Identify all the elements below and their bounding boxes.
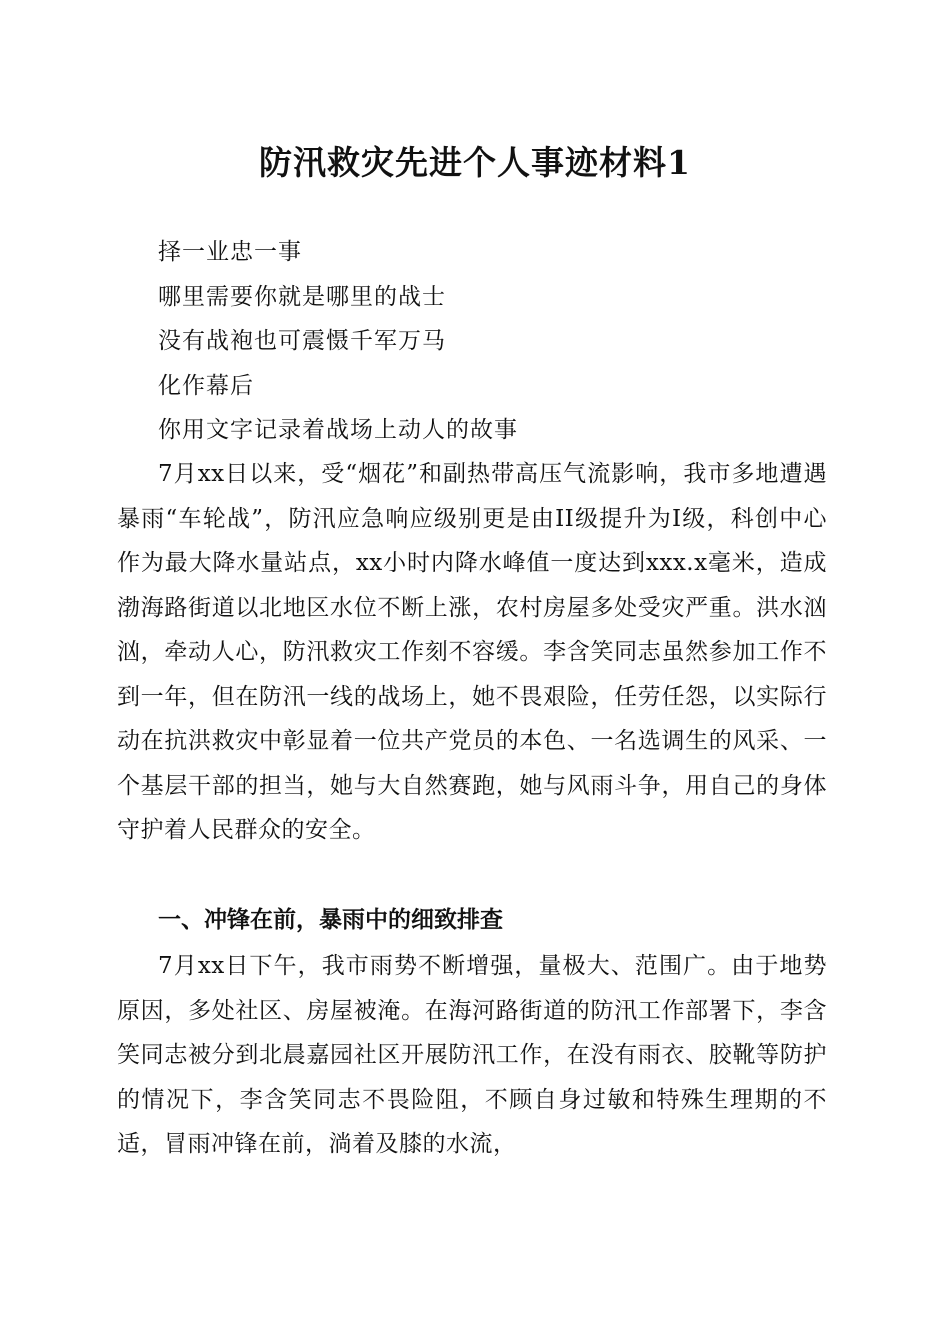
poem-line: 哪里需要你就是哪里的战士 [158,283,446,310]
poem-line: 择一业忠一事 [158,239,302,265]
poem-line: 没有战袍也可震慑千军万马 [158,328,446,354]
poem-line: 化作幕后 [158,372,254,399]
document-title: 防汛救灾先进个人事迹材料1 [259,143,691,182]
body-paragraph-intro: 7月xx日以来，受“烟花”和副热带高压气流影响，我市多地遭遇暴雨“车轮战”，防汛应急响应级别更是由II级提升为I级，科创中心作为最大降水量站点，xx小时内降水峰值一度达到xxx.x毫米，造成渤海路街道以北地区水位不断上涨，农村房屋多处受灾严重。洪水汹汹，牵动人心，防汛救灾工作刻不容缓。李含笑同志虽然参加工作不到一年，但在防汛一线的战场上，她不畏艰险，任劳任怨，以实际行动在抗洪救灾中彰显着一位共产党员的本色、一名选调生的风采、一个基层干部的担当，她与大自然赛跑，她与风雨斗争，用自己的身体守护着人民群众的安全。 [117,461,827,843]
poem-line: 你用文字记录着战场上动人的故事 [158,417,518,443]
body-paragraph-section-1: 7月xx日下午，我市雨势不断增强，量极大、范围广。由于地势原因，多处社区、房屋被淹。在海河路街道的防汛工作部署下，李含笑同志被分到北晨嘉园社区开展防汛工作，在没有雨衣、胶靴等防护的情况下，李含笑同志不畏险阻，不顾自身过敏和特殊生理期的不适，冒雨冲锋在前，淌着及膝的水流， [117,953,827,1157]
section-heading: 一、冲锋在前，暴雨中的细致排查 [158,907,503,933]
opening-poem [158,230,838,453]
